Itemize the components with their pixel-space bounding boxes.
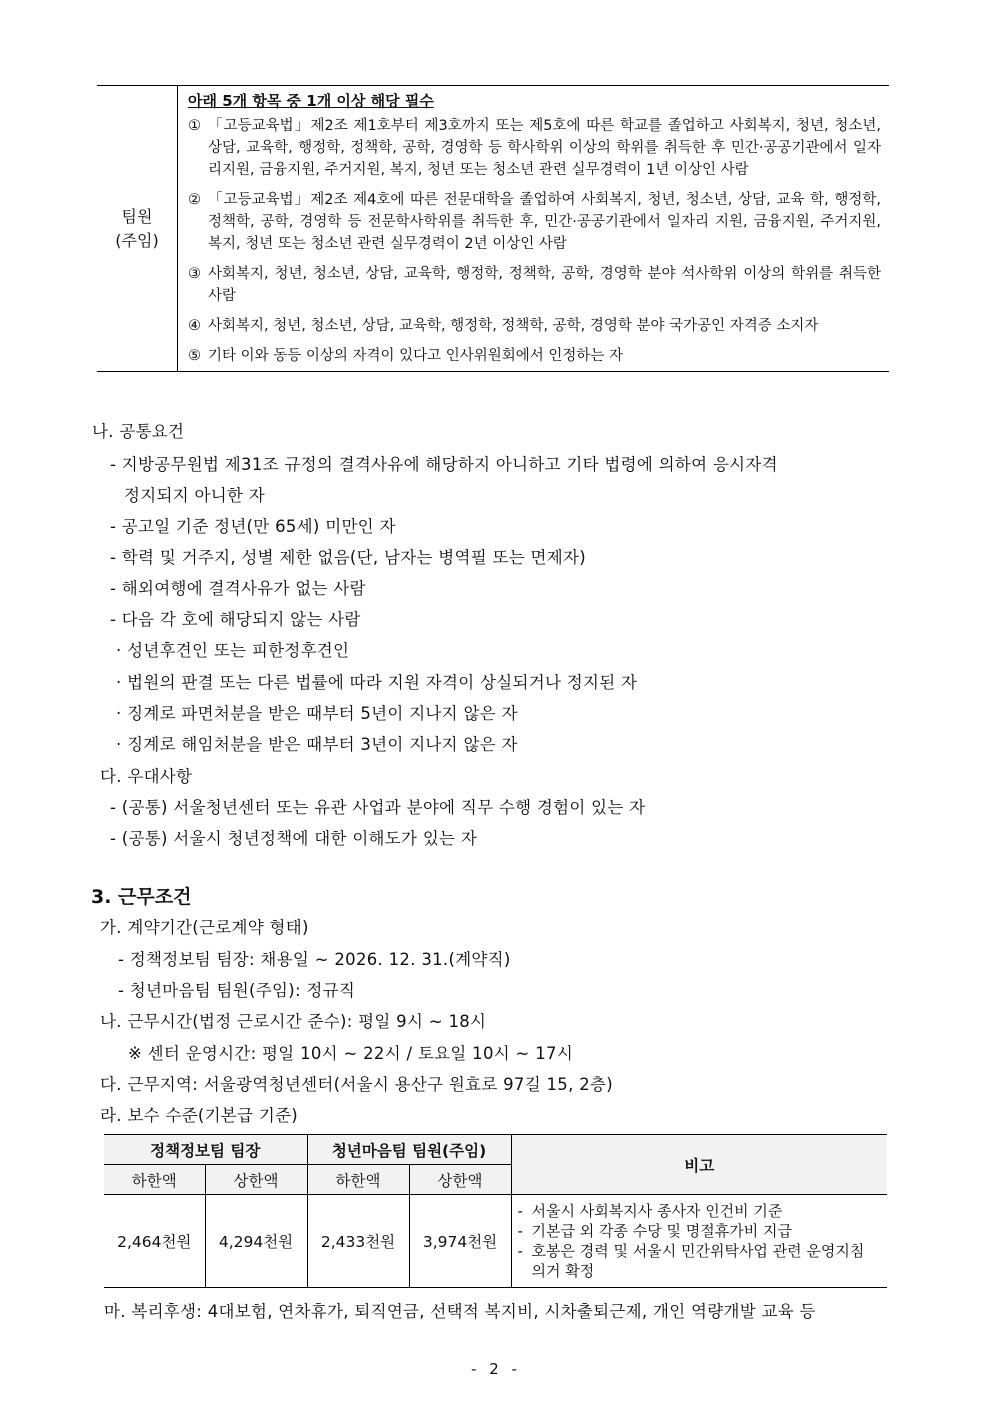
note-line xyxy=(518,1241,882,1281)
disqualification-item: · 징계로 해임처분을 받은 때부터 3년이 지나지 않은 자 xyxy=(116,735,518,754)
item-number: ③ xyxy=(188,266,201,282)
requirement-line: - 학력 및 거주지, 성별 제한 없음(단, 남자는 병역필 또는 면제자) xyxy=(110,548,587,567)
requirement-line: - 다음 각 호에 해당되지 않는 사람 xyxy=(110,610,361,629)
qualification-heading: 아래 5개 항목 중 1개 이상 해당 필수 xyxy=(188,92,434,110)
sub-header-max: 상한액 xyxy=(205,1165,307,1195)
note-line xyxy=(518,1201,882,1221)
note-line xyxy=(518,1221,882,1241)
benefits: 마. 복리후생: 4대보험, 연차휴가, 퇴직연금, 선택적 복지비, 시차출퇴근제, 개인 역량개발 교육 등 xyxy=(104,1302,816,1321)
item-number: ② xyxy=(188,192,201,208)
group-header-youth-mind-staff: 청년마음팀 팀원(주임) xyxy=(307,1135,511,1165)
qualification-table xyxy=(97,85,889,372)
disqualification-item: · 징계로 파면처분을 받은 때부터 5년이 지나지 않은 자 xyxy=(116,704,518,723)
qualification-item xyxy=(188,345,881,367)
contract-line: - 정책정보팀 팀장: 채용일 ~ 2026. 12. 31.(계약직) xyxy=(118,950,511,969)
item-text: 기타 이와 동등 이상의 자격이 있다고 인사위원회에서 인정하는 자 xyxy=(208,348,624,364)
page-number: - 2 - xyxy=(471,1360,521,1378)
working-conditions-title: 3. 근무조건 xyxy=(91,886,192,908)
qualification-item xyxy=(188,263,881,307)
work-location: 다. 근무지역: 서울광역청년센터(서울시 용산구 원효로 97길 15, 2층) xyxy=(100,1075,613,1094)
common-requirements-title: 나. 공통요건 xyxy=(92,422,185,441)
pay-title: 라. 보수 수준(기본급 기준) xyxy=(100,1106,299,1125)
sub-header-min: 하한액 xyxy=(307,1165,409,1195)
sub-header-min: 하한액 xyxy=(104,1165,205,1195)
item-text: 사회복지, 청년, 청소년, 상담, 교육학, 행정학, 정책학, 공학, 경영학 분야 석사학위 이상의 학위를 취득한 사람 xyxy=(208,266,881,304)
requirement-line: - 공고일 기준 정년(만 65세) 미만인 자 xyxy=(110,517,396,536)
dash-bullet: - xyxy=(517,1242,523,1260)
item-number: ⑤ xyxy=(188,348,201,364)
sub-header-max: 상한액 xyxy=(409,1165,511,1195)
role-cell xyxy=(97,86,178,371)
group-header-policy-team-lead: 정책정보팀 팀장 xyxy=(104,1135,307,1165)
staff-max-pay: 3,974천원 xyxy=(409,1195,511,1288)
requirement-line: - 지방공무원법 제31조 규정의 결격사유에 해당하지 아니하고 기타 법령에 의하여 응시자격 xyxy=(110,455,778,474)
working-hours: 나. 근무시간(법정 근로시간 준수): 평일 9시 ~ 18시 xyxy=(100,1012,487,1031)
team-lead-max-pay: 4,294천원 xyxy=(205,1195,307,1288)
salary-table xyxy=(104,1134,887,1288)
requirement-line: 정지되지 아니한 자 xyxy=(124,486,266,505)
pay-notes xyxy=(511,1195,887,1288)
role-grade: (주임) xyxy=(115,230,159,250)
team-lead-min-pay: 2,464천원 xyxy=(104,1195,205,1288)
note-text: 기본급 외 각종 수당 및 명절휴가비 지급 xyxy=(531,1222,792,1240)
preferences-title: 다. 우대사항 xyxy=(100,767,193,786)
item-text: 「고등교육법」제2조 제1호부터 제3호까지 또는 제5호에 따른 학교를 졸업하고 사회복지, 청년, 청소년, 상담, 교육학, 행정학, 정책학, 공학, 경영학 등 학사학위 이상의 학위를 취득한 후 민간·공공기관에서 일자리지원, 금융지원, 주거지원, 복지, 청년 또는 청소년 관련 실무경력이 1년 이상인 사람 xyxy=(208,118,881,178)
center-hours-note: ※ 센터 운영시간: 평일 10시 ~ 22시 / 토요일 10시 ~ 17시 xyxy=(128,1044,574,1063)
item-number: ① xyxy=(188,118,201,134)
staff-min-pay: 2,433천원 xyxy=(307,1195,409,1288)
qualification-body xyxy=(178,86,889,371)
role-title: 팀원 xyxy=(121,206,153,226)
item-text: 사회복지, 청년, 청소년, 상담, 교육학, 행정학, 정책학, 공학, 경영학 분야 국가공인 자격증 소지자 xyxy=(208,318,819,334)
preference-line: - (공통) 서울시 청년정책에 대한 이해도가 있는 자 xyxy=(110,829,478,848)
qualification-item xyxy=(188,189,881,255)
qualification-item xyxy=(188,315,881,337)
dash-bullet: - xyxy=(517,1202,523,1220)
note-text: 서울시 사회복지사 종사자 인건비 기준 xyxy=(531,1202,783,1220)
contract-title: 가. 계약기간(근로계약 형태) xyxy=(100,918,309,937)
disqualification-item: · 법원의 판결 또는 다른 법률에 따라 지원 자격이 상실되거나 정지된 자 xyxy=(116,673,638,692)
note-text: 호봉은 경력 및 서울시 민간위탁사업 관련 운영지침 의거 확정 xyxy=(531,1242,865,1280)
note-header: 비고 xyxy=(511,1135,887,1195)
disqualification-item: · 성년후견인 또는 피한정후견인 xyxy=(116,641,350,660)
requirement-line: - 해외여행에 결격사유가 없는 사람 xyxy=(110,579,366,598)
dash-bullet: - xyxy=(517,1222,523,1240)
item-text: 「고등교육법」제2조 제4호에 따른 전문대학을 졸업하여 사회복지, 청년, 청소년, 상담, 교육 학, 행정학, 정책학, 공학, 경영학 등 전문학사학위를 취득한 후, 민간·공공기관에서 일자리 지원, 금융지원, 주거지원, 복지, 청년 또는 청소년 관련 실무경력이 2년 이상인 사람 xyxy=(208,192,881,252)
contract-line: - 청년마음팀 팀원(주임): 정규직 xyxy=(118,981,356,1000)
preference-line: - (공통) 서울청년센터 또는 유관 사업과 분야에 직무 수행 경험이 있는 자 xyxy=(110,798,646,817)
table-row xyxy=(104,1195,887,1288)
item-number: ④ xyxy=(188,318,201,334)
qualification-item xyxy=(188,115,881,181)
